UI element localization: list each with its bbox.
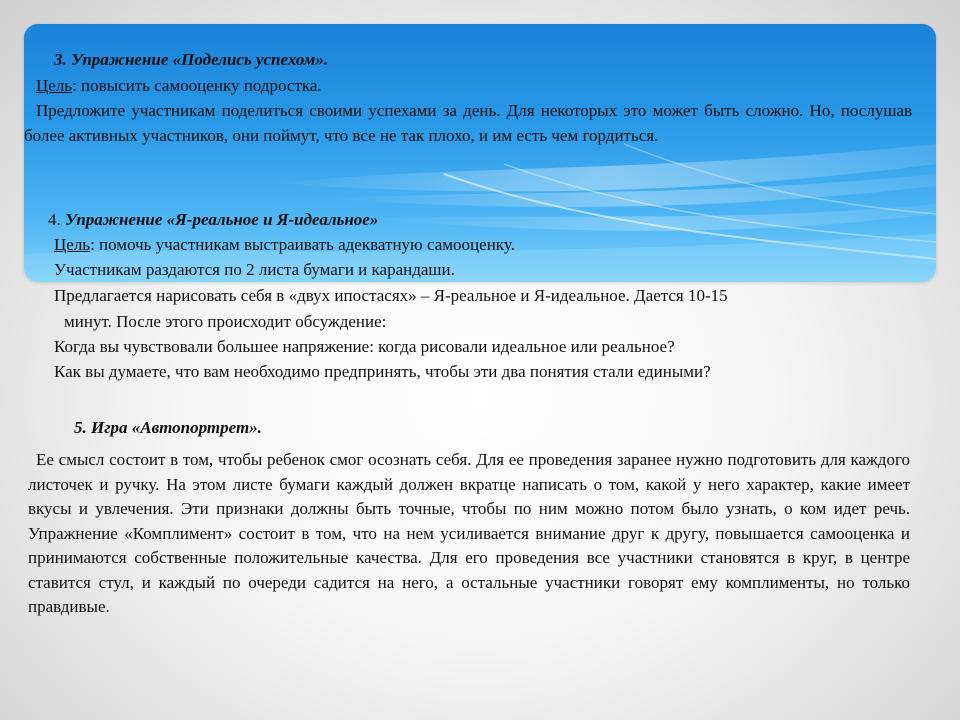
section4-title-num: 4. [48, 210, 61, 229]
section3-goal-label: Цель [36, 76, 73, 95]
section3-goal-text: : повысить самооценку подростка. [72, 76, 322, 95]
section4-title [48, 208, 378, 233]
section4-line2: Предлагается нарисовать себя в «двух ипостасях» – Я-реальное и Я-идеальное. Дается 10-15 [54, 286, 728, 305]
section4-goal-text: : помочь участникам выстраивать адекватную самооценку. [90, 235, 515, 254]
section5-paragraph: Ее смысл состоит в том, чтобы ребенок смог осознать себя. Для ее проведения заранее нужно подготовить для каждого листочек и ручку. На этом листе бумаги каждый должен вкратце написать о том, какой у него характер, какие имеет вкусы и увлечения. Эти признаки должны быть точные, чтобы по ним можно потом было узнать, о ком идет речь. Упражнение «Комплимент» состоит в том, что на нем усиливается внимание друг к другу, повышается самооценка и принимаются собственные положительные качества. Для его проведения все участники становятся в круг, в центре ставится стул, и каждый по очереди садится на него, а остальные участники говорят ему комплименты, но только правдивые. [28, 450, 910, 616]
section5-title: 5. Игра «Автопортрет». [74, 418, 262, 437]
section4-goal [54, 233, 515, 258]
section4-line1: Участникам раздаются по 2 листа бумаги и карандаши. [54, 260, 455, 279]
section4-line3: минут. После этого происходит обсуждение: [64, 312, 387, 331]
section4-title-text: Упражнение «Я-реальное и Я-идеальное» [60, 210, 379, 229]
section3-paragraph: Предложите участникам поделиться своими успехами за день. Для некоторых это может быть сложно. Но, послушав более активных участников, они поймут, что все не так плохо, и им есть чем гордиться. [24, 101, 912, 145]
section4-line5: Как вы думаете, что вам необходимо предпринять, чтобы эти два понятия стали едиными? [54, 362, 711, 381]
section4-goal-label: Цель [54, 235, 91, 254]
section4-line4: Когда вы чувствовали большее напряжение: когда рисовали идеальное или реальное? [54, 337, 675, 356]
section3-title: 3. Упражнение «Поделись успехом». [54, 50, 329, 69]
section3-goal [36, 74, 322, 99]
